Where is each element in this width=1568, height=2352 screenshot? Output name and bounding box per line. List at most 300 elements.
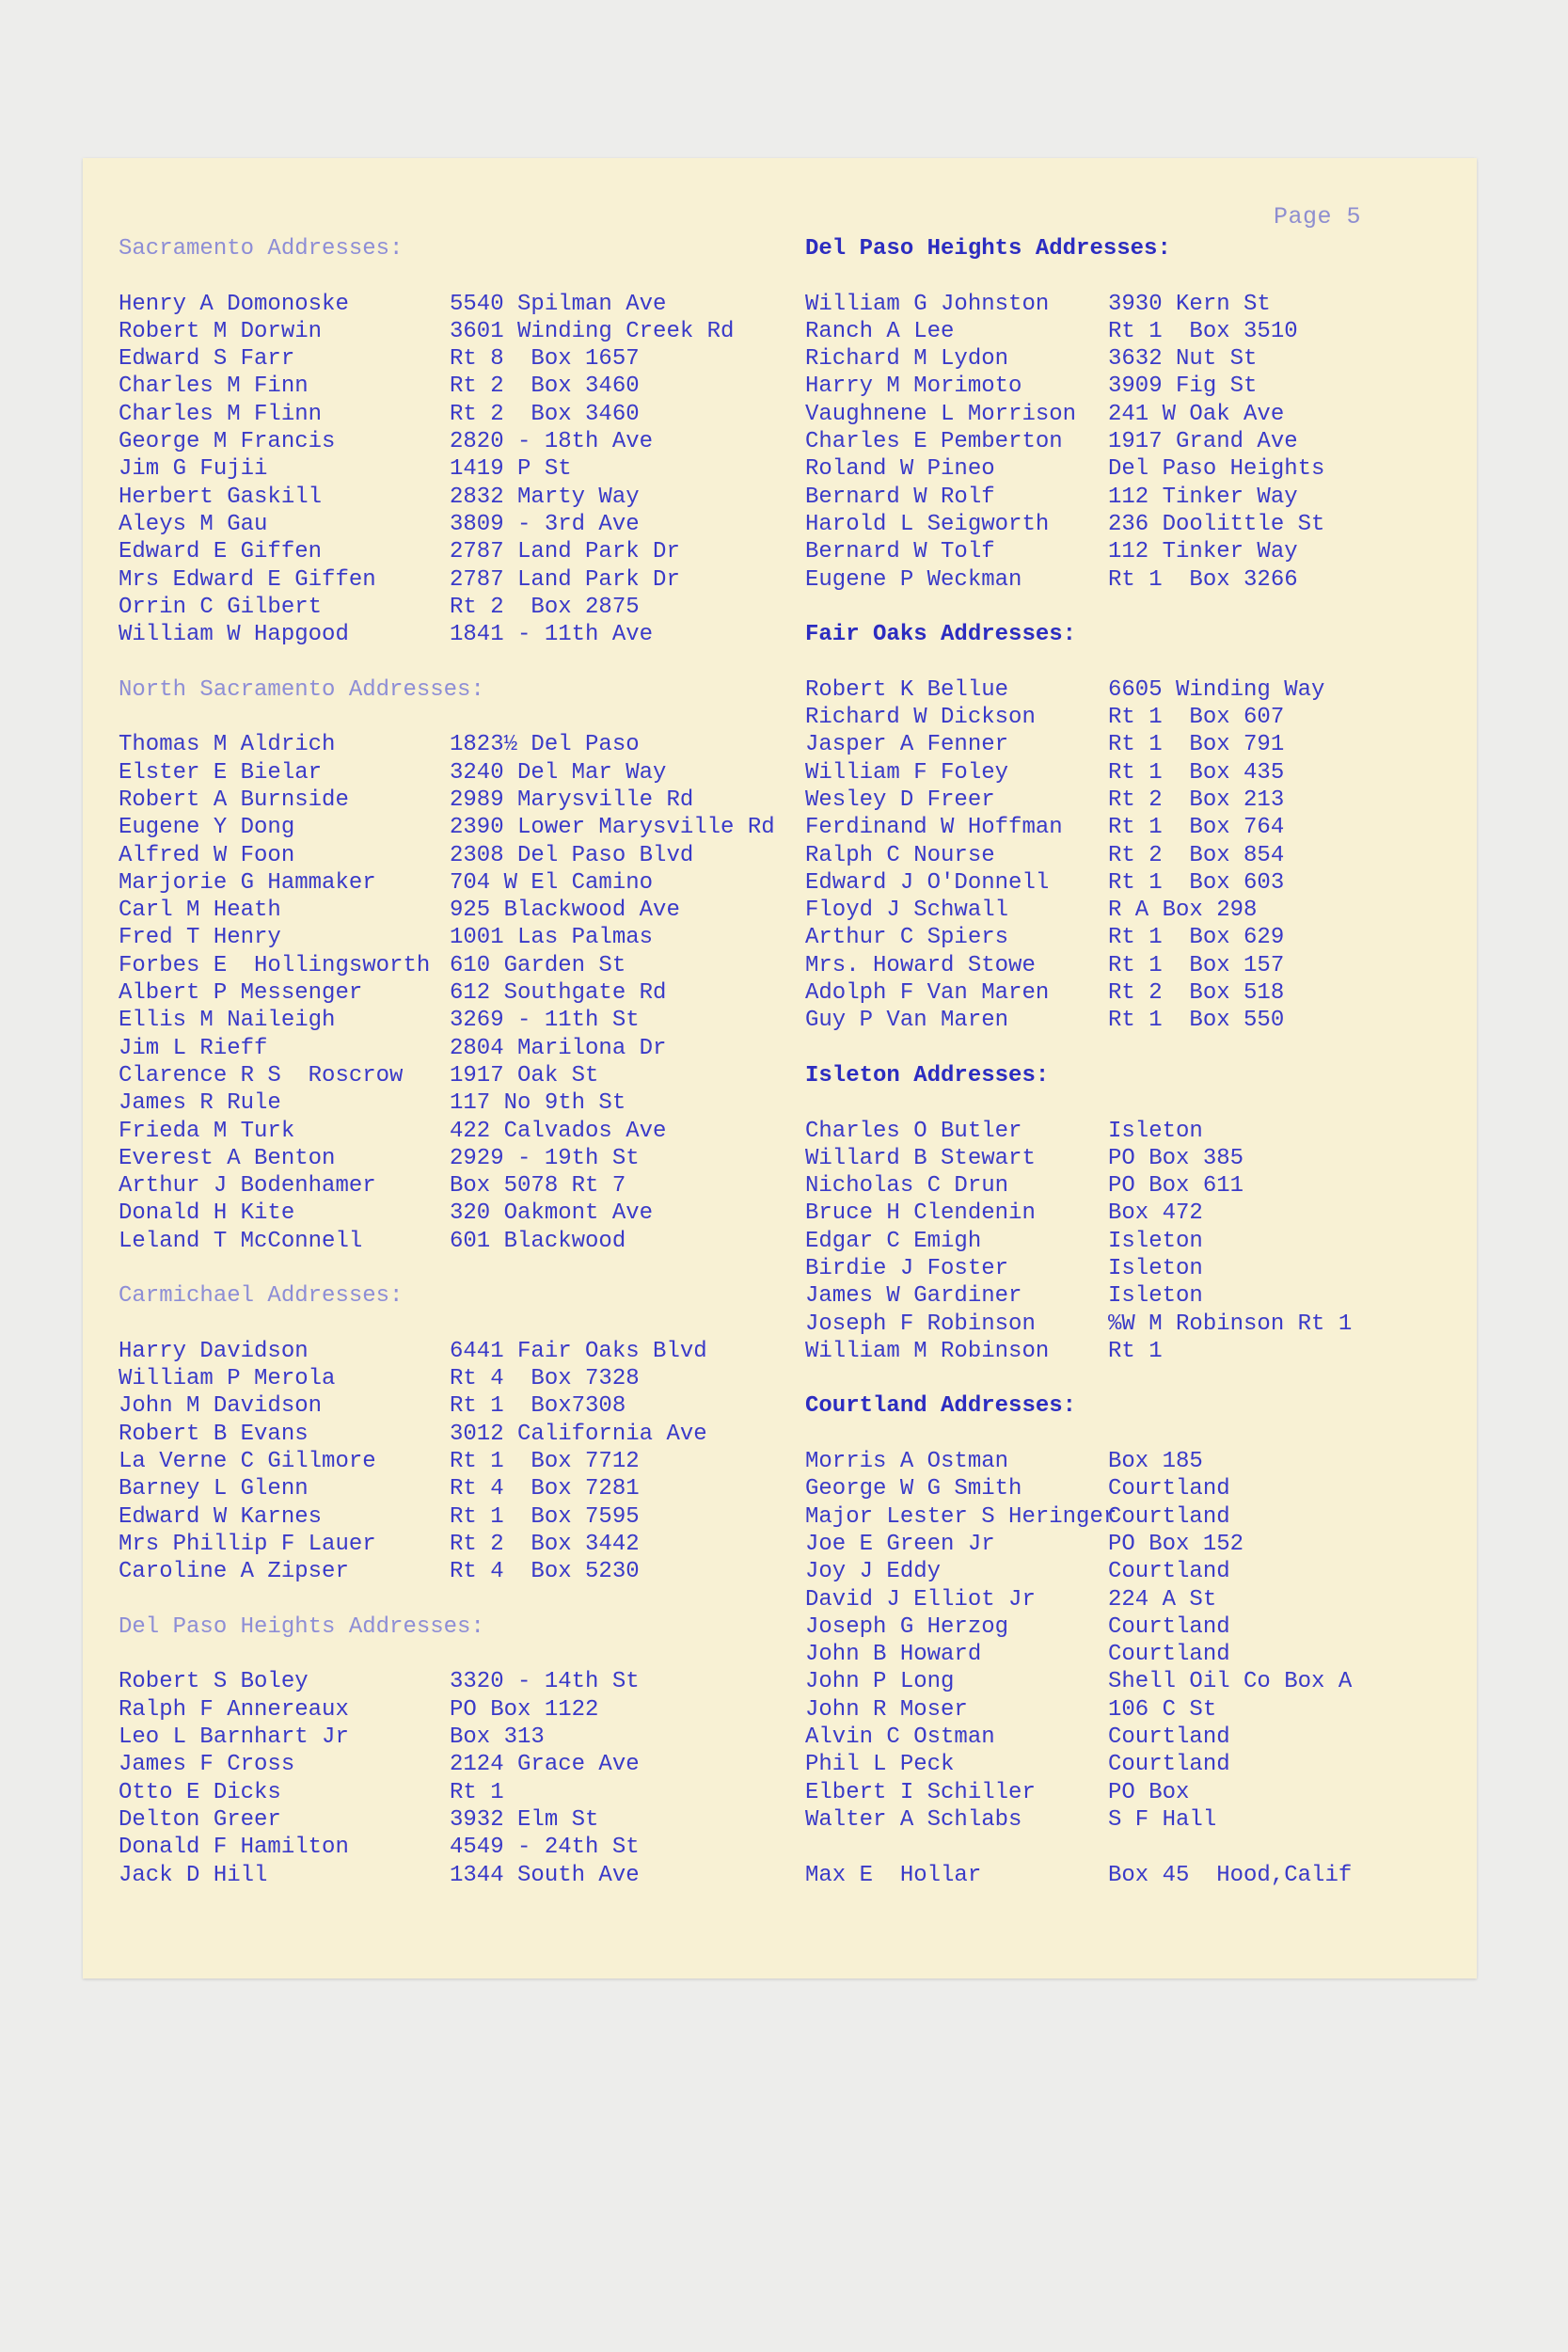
- entry-name: Charles M Flinn: [119, 401, 323, 427]
- entry-address: PO Box 1122: [450, 1696, 599, 1723]
- entry-name: Eugene Y Dong: [119, 815, 295, 841]
- section-heading: Del Paso Heights Addresses:: [119, 1613, 484, 1640]
- address-entry: [805, 1586, 1492, 1613]
- entry-name: Phil L Peck: [805, 1752, 955, 1778]
- entry-name: Robert B Evans: [119, 1421, 309, 1447]
- address-entry: [805, 1311, 1492, 1338]
- entry-name: Ralph C Nourse: [805, 842, 995, 868]
- entry-address: Courtland: [1108, 1613, 1230, 1640]
- address-entry: [805, 1200, 1492, 1227]
- entry-address: Courtland: [1108, 1559, 1230, 1585]
- address-entry: [119, 1145, 805, 1172]
- address-entry: [805, 1255, 1492, 1282]
- entry-name: William F Foley: [805, 759, 1009, 786]
- address-entry: [805, 1696, 1492, 1724]
- entry-address: Rt 1 Box 7595: [450, 1503, 640, 1530]
- address-entry: [119, 291, 805, 318]
- address-entry: [805, 759, 1492, 787]
- entry-address: 2308 Del Paso Blvd: [450, 842, 694, 868]
- entry-address: Rt 2 Box 3460: [450, 373, 640, 400]
- entry-name: Arthur J Bodenhamer: [119, 1173, 376, 1200]
- address-entry: [805, 1503, 1492, 1531]
- entry-address: 117 No 9th St: [450, 1090, 626, 1117]
- entry-name: Ellis M Naileigh: [119, 1008, 336, 1034]
- entry-name: Vaughnene L Morrison: [805, 401, 1077, 427]
- address-entry: [119, 1834, 805, 1861]
- entry-name: Bernard W Rolf: [805, 484, 995, 510]
- address-entry: [805, 1641, 1492, 1668]
- address-entry: [119, 484, 805, 511]
- entry-address: 3932 Elm St: [450, 1806, 599, 1833]
- entry-address: 3930 Kern St: [1108, 291, 1271, 317]
- address-entry: [805, 373, 1492, 400]
- section-heading: Del Paso Heights Addresses:: [805, 236, 1171, 262]
- entry-name: Robert S Boley: [119, 1669, 309, 1695]
- entry-address: 236 Doolittle St: [1108, 511, 1325, 537]
- entry-name: Edward J O'Donnell: [805, 869, 1050, 896]
- address-entry: [119, 842, 805, 869]
- entry-name: Bruce H Clendenin: [805, 1200, 1036, 1227]
- entry-address: PO Box 611: [1108, 1173, 1244, 1200]
- entry-name: Richard W Dickson: [805, 705, 1036, 731]
- entry-address: Rt 1: [450, 1779, 504, 1805]
- entry-name: Jack D Hill: [119, 1862, 268, 1888]
- address-entry: [805, 731, 1492, 758]
- entry-name: Robert A Burnside: [119, 787, 349, 813]
- address-entry: [119, 345, 805, 373]
- address-section: [119, 676, 805, 1255]
- address-entry: [805, 952, 1492, 979]
- entry-address: 2124 Grace Ave: [450, 1752, 640, 1778]
- entry-address: Rt 1 Box 603: [1108, 869, 1285, 896]
- entry-name: Joy J Eddy: [805, 1559, 942, 1585]
- entry-address: 3632 Nut St: [1108, 346, 1258, 373]
- entry-address: Rt 1 Box 3266: [1108, 566, 1298, 593]
- entry-name: Edward W Karnes: [119, 1503, 323, 1530]
- address-entry: [119, 759, 805, 787]
- entry-name: Thomas M Aldrich: [119, 732, 336, 758]
- address-entry: [119, 787, 805, 814]
- address-entry: [119, 869, 805, 897]
- address-entry: [119, 1724, 805, 1751]
- address-entry: [805, 1834, 1492, 1861]
- entry-name: Robert M Dorwin: [119, 318, 323, 344]
- entry-address: 2787 Land Park Dr: [450, 566, 680, 593]
- address-entry: [119, 318, 805, 345]
- address-entry: [805, 842, 1492, 869]
- entry-name: Henry A Domonoske: [119, 291, 349, 317]
- entry-address: PO Box 152: [1108, 1531, 1244, 1557]
- entry-name: William G Johnston: [805, 291, 1050, 317]
- address-entry: [119, 621, 805, 648]
- entry-name: Alfred W Foon: [119, 842, 295, 868]
- section-heading: Isleton Addresses:: [805, 1062, 1050, 1089]
- address-entry: [805, 979, 1492, 1007]
- entry-address: Box 45 Hood,Calif: [1108, 1862, 1353, 1888]
- address-entry: [805, 1145, 1492, 1172]
- address-entry: [805, 869, 1492, 897]
- address-entry: [805, 1338, 1492, 1365]
- entry-address: Rt 1 Box 435: [1108, 759, 1285, 786]
- entry-address: Box 5078 Rt 7: [450, 1173, 626, 1200]
- entry-address: 2390 Lower Marysville Rd: [450, 815, 775, 841]
- entry-address: Courtland: [1108, 1503, 1230, 1530]
- entry-address: 1823½ Del Paso: [450, 732, 640, 758]
- entry-address: 2804 Marilona Dr: [450, 1035, 667, 1061]
- entry-address: Courtland: [1108, 1642, 1230, 1668]
- address-entry: [805, 455, 1492, 483]
- address-entry: [119, 1228, 805, 1255]
- entry-name: George M Francis: [119, 429, 336, 455]
- entry-address: Rt 1 Box7308: [450, 1393, 626, 1420]
- entry-name: Mrs. Howard Stowe: [805, 952, 1036, 978]
- address-entry: [119, 952, 805, 979]
- entry-address: Rt 1 Box 157: [1108, 952, 1285, 978]
- address-entry: [805, 897, 1492, 924]
- entry-address: %W M Robinson Rt 1: [1108, 1311, 1353, 1337]
- entry-name: Carl M Heath: [119, 898, 281, 924]
- entry-name: Major Lester S Heringer: [805, 1503, 1117, 1530]
- entry-name: David J Elliot Jr: [805, 1586, 1036, 1613]
- entry-name: Leland T McConnell: [119, 1228, 363, 1254]
- entry-address: 1917 Oak St: [450, 1062, 599, 1089]
- entry-address: Courtland: [1108, 1476, 1230, 1502]
- entry-name: Charles O Butler: [805, 1118, 1022, 1144]
- address-entry: [119, 924, 805, 951]
- entry-name: Birdie J Foster: [805, 1255, 1009, 1281]
- entry-name: Joseph G Herzog: [805, 1613, 1009, 1640]
- entry-name: Guy P Van Maren: [805, 1008, 1009, 1034]
- entry-name: Donald F Hamilton: [119, 1835, 349, 1861]
- address-entry: [119, 1118, 805, 1145]
- entry-name: Donald H Kite: [119, 1200, 295, 1227]
- entry-address: Courtland: [1108, 1752, 1230, 1778]
- entry-address: Rt 1 Box 3510: [1108, 318, 1298, 344]
- entry-address: Rt 1 Box 7712: [450, 1449, 640, 1475]
- entry-name: Edward S Farr: [119, 346, 295, 373]
- entry-address: 3909 Fig St: [1108, 373, 1258, 400]
- address-entry: [119, 1062, 805, 1089]
- address-section: [805, 621, 1492, 1034]
- entry-address: Rt 1 Box 791: [1108, 732, 1285, 758]
- entry-address: Rt 4 Box 7281: [450, 1476, 640, 1502]
- entry-address: 241 W Oak Ave: [1108, 401, 1285, 427]
- address-entry: [119, 1751, 805, 1778]
- entry-name: George W G Smith: [805, 1476, 1022, 1502]
- address-entry: [119, 538, 805, 565]
- entry-address: 320 Oakmont Ave: [450, 1200, 654, 1227]
- entry-address: Rt 4 Box 5230: [450, 1559, 640, 1585]
- address-entry: [805, 538, 1492, 565]
- entry-address: 224 A St: [1108, 1586, 1217, 1613]
- address-entry: [805, 318, 1492, 345]
- entry-name: Clarence R S Roscrow: [119, 1062, 404, 1089]
- address-entry: [119, 731, 805, 758]
- address-entry: [805, 1448, 1492, 1475]
- entry-address: Del Paso Heights: [1108, 456, 1325, 483]
- right-column: [805, 235, 1492, 1916]
- address-entry: [805, 1558, 1492, 1585]
- entry-address: 3269 - 11th St: [450, 1008, 640, 1034]
- entry-name: Jim L Rieff: [119, 1035, 268, 1061]
- entry-address: Rt 2 Box 3460: [450, 401, 640, 427]
- entry-name: James W Gardiner: [805, 1283, 1022, 1310]
- entry-name: Ferdinand W Hoffman: [805, 815, 1063, 841]
- address-entry: [805, 814, 1492, 841]
- entry-address: 3240 Del Mar Way: [450, 759, 667, 786]
- address-entry: [805, 676, 1492, 704]
- entry-address: R A Box 298: [1108, 898, 1258, 924]
- entry-name: Morris A Ostman: [805, 1449, 1009, 1475]
- address-entry: [119, 1421, 805, 1448]
- address-entry: [119, 1089, 805, 1117]
- entry-name: Jasper A Fenner: [805, 732, 1009, 758]
- address-entry: [119, 594, 805, 621]
- address-entry: [805, 401, 1492, 428]
- address-entry: [119, 1392, 805, 1420]
- entry-address: Rt 1 Box 607: [1108, 705, 1285, 731]
- entry-address: Rt 2 Box 2875: [450, 594, 640, 620]
- entry-address: Courtland: [1108, 1724, 1230, 1751]
- entry-name: James F Cross: [119, 1752, 295, 1778]
- entry-address: 2820 - 18th Ave: [450, 429, 654, 455]
- entry-address: 3320 - 14th St: [450, 1669, 640, 1695]
- address-entry: [805, 345, 1492, 373]
- entry-name: Harry M Morimoto: [805, 373, 1022, 400]
- entry-address: Rt 2 Box 518: [1108, 980, 1285, 1007]
- entry-name: John P Long: [805, 1669, 955, 1695]
- address-entry: [119, 1862, 805, 1889]
- entry-name: Everest A Benton: [119, 1145, 336, 1171]
- address-entry: [805, 511, 1492, 538]
- section-heading: North Sacramento Addresses:: [119, 676, 484, 703]
- entry-name: Caroline A Zipser: [119, 1559, 349, 1585]
- address-entry: [805, 704, 1492, 731]
- entry-address: 2787 Land Park Dr: [450, 539, 680, 565]
- entry-name: Alvin C Ostman: [805, 1724, 995, 1751]
- address-entry: [119, 401, 805, 428]
- entry-name: Eugene P Weckman: [805, 566, 1022, 593]
- entry-name: Elbert I Schiller: [805, 1779, 1036, 1805]
- entry-address: Rt 1 Box 764: [1108, 815, 1285, 841]
- address-entry: [119, 511, 805, 538]
- address-entry: [805, 1613, 1492, 1641]
- entry-name: Nicholas C Drun: [805, 1173, 1009, 1200]
- entry-name: Mrs Edward E Giffen: [119, 566, 376, 593]
- entry-name: Fred T Henry: [119, 925, 281, 951]
- entry-address: Box 185: [1108, 1449, 1203, 1475]
- entry-name: Charles E Pemberton: [805, 429, 1063, 455]
- entry-address: 1344 South Ave: [450, 1862, 640, 1888]
- entry-name: Bernard W Tolf: [805, 539, 995, 565]
- address-entry: [805, 1724, 1492, 1751]
- address-entry: [119, 1806, 805, 1834]
- entry-address: 112 Tinker Way: [1108, 484, 1298, 510]
- address-entry: [119, 566, 805, 594]
- entry-name: William P Merola: [119, 1366, 336, 1392]
- entry-name: Leo L Barnhart Jr: [119, 1724, 349, 1751]
- address-entry: [805, 1475, 1492, 1502]
- entry-address: 2989 Marysville Rd: [450, 787, 694, 813]
- entry-name: William M Robinson: [805, 1338, 1050, 1364]
- address-section: [805, 1062, 1492, 1365]
- entry-address: Rt 4 Box 7328: [450, 1366, 640, 1392]
- address-entry: [805, 1531, 1492, 1558]
- section-heading: Courtland Addresses:: [805, 1393, 1077, 1420]
- entry-address: 1001 Las Palmas: [450, 925, 654, 951]
- address-entry: [805, 484, 1492, 511]
- entry-address: Shell Oil Co Box A: [1108, 1669, 1353, 1695]
- address-entry: [119, 1200, 805, 1227]
- entry-address: 610 Garden St: [450, 952, 626, 978]
- address-entry: [119, 455, 805, 483]
- address-entry: [805, 1806, 1492, 1834]
- address-section: [805, 1392, 1492, 1888]
- entry-address: Rt 1 Box 629: [1108, 925, 1285, 951]
- address-entry: [119, 428, 805, 455]
- entry-name: Arthur C Spiers: [805, 925, 1009, 951]
- address-entry: [805, 1228, 1492, 1255]
- address-entry: [805, 1172, 1492, 1200]
- entry-name: Charles M Finn: [119, 373, 309, 400]
- entry-name: Harry Davidson: [119, 1338, 309, 1364]
- address-entry: [805, 1118, 1492, 1145]
- address-entry: [119, 1338, 805, 1365]
- page-number: Page 5: [1274, 203, 1362, 230]
- address-section: [119, 235, 805, 648]
- entry-address: 422 Calvados Ave: [450, 1118, 667, 1144]
- entry-address: 925 Blackwood Ave: [450, 898, 680, 924]
- entry-name: John B Howard: [805, 1642, 982, 1668]
- address-section: [805, 235, 1492, 594]
- entry-address: 2832 Marty Way: [450, 484, 640, 510]
- address-entry: [805, 1862, 1492, 1889]
- address-entry: [805, 1779, 1492, 1806]
- entry-name: Ralph F Annereaux: [119, 1696, 349, 1723]
- entry-address: 3012 California Ave: [450, 1421, 707, 1447]
- entry-name: Willard B Stewart: [805, 1145, 1036, 1171]
- entry-address: Rt 1: [1108, 1338, 1163, 1364]
- address-entry: [805, 1282, 1492, 1310]
- address-section: [119, 1282, 805, 1585]
- entry-address: 3601 Winding Creek Rd: [450, 318, 735, 344]
- entry-address: 5540 Spilman Ave: [450, 291, 667, 317]
- entry-name: John R Moser: [805, 1696, 968, 1723]
- address-entry: [119, 1668, 805, 1695]
- entry-name: Mrs Phillip F Lauer: [119, 1531, 376, 1557]
- address-entry: [119, 979, 805, 1007]
- entry-address: PO Box: [1108, 1779, 1190, 1805]
- address-entry: [119, 1035, 805, 1062]
- entry-address: PO Box 385: [1108, 1145, 1244, 1171]
- entry-address: Rt 2 Box 854: [1108, 842, 1285, 868]
- address-entry: [805, 428, 1492, 455]
- address-entry: [119, 814, 805, 841]
- entry-address: Isleton: [1108, 1283, 1203, 1310]
- entry-name: Frieda M Turk: [119, 1118, 295, 1144]
- entry-address: 4549 - 24th St: [450, 1835, 640, 1861]
- entry-name: Edgar C Emigh: [805, 1228, 982, 1254]
- entry-address: 106 C St: [1108, 1696, 1217, 1723]
- address-entry: [805, 566, 1492, 594]
- section-heading: Fair Oaks Addresses:: [805, 622, 1077, 648]
- section-heading: Carmichael Addresses:: [119, 1283, 404, 1310]
- address-entry: [119, 1558, 805, 1585]
- address-entry: [805, 291, 1492, 318]
- entry-address: Isleton: [1108, 1118, 1203, 1144]
- entry-name: Adolph F Van Maren: [805, 980, 1050, 1007]
- entry-name: Aleys M Gau: [119, 511, 268, 537]
- entry-address: Rt 2 Box 213: [1108, 787, 1285, 813]
- entry-name: Harold L Seigworth: [805, 511, 1050, 537]
- entry-name: John M Davidson: [119, 1393, 323, 1420]
- entry-name: Forbes E Hollingsworth: [119, 952, 431, 978]
- address-entry: [119, 373, 805, 400]
- entry-address: 2929 - 19th St: [450, 1145, 640, 1171]
- address-entry: [119, 1007, 805, 1034]
- entry-address: 601 Blackwood: [450, 1228, 626, 1254]
- entry-name: Ranch A Lee: [805, 318, 955, 344]
- address-entry: [119, 1696, 805, 1724]
- address-entry: [119, 1531, 805, 1558]
- entry-address: 3809 - 3rd Ave: [450, 511, 640, 537]
- entry-name: Wesley D Freer: [805, 787, 995, 813]
- left-column: [119, 235, 805, 1916]
- entry-name: Elster E Bielar: [119, 759, 323, 786]
- entry-name: Walter A Schlabs: [805, 1806, 1022, 1833]
- entry-name: Max E Hollar: [805, 1862, 982, 1888]
- address-entry: [119, 1503, 805, 1531]
- entry-address: Box 313: [450, 1724, 545, 1751]
- entry-address: Box 472: [1108, 1200, 1203, 1227]
- entry-address: Isleton: [1108, 1255, 1203, 1281]
- entry-address: 1419 P St: [450, 456, 572, 483]
- address-section: [119, 1613, 805, 1889]
- entry-name: Richard M Lydon: [805, 346, 1009, 373]
- address-entry: [805, 924, 1492, 951]
- address-entry: [805, 1668, 1492, 1695]
- entry-address: 1917 Grand Ave: [1108, 429, 1298, 455]
- entry-name: Marjorie G Hammaker: [119, 869, 376, 896]
- entry-name: Roland W Pineo: [805, 456, 995, 483]
- entry-address: S F Hall: [1108, 1806, 1217, 1833]
- address-entry: [805, 1751, 1492, 1778]
- entry-address: Rt 2 Box 3442: [450, 1531, 640, 1557]
- entry-name: Robert K Bellue: [805, 676, 1009, 703]
- entry-name: Floyd J Schwall: [805, 898, 1009, 924]
- entry-name: William W Hapgood: [119, 622, 349, 648]
- entry-name: Joseph F Robinson: [805, 1311, 1036, 1337]
- entry-address: 1841 - 11th Ave: [450, 622, 654, 648]
- entry-name: Jim G Fujii: [119, 456, 268, 483]
- entry-address: 112 Tinker Way: [1108, 539, 1298, 565]
- entry-address: 612 Southgate Rd: [450, 980, 667, 1007]
- address-entry: [119, 1172, 805, 1200]
- entry-address: 704 W El Camino: [450, 869, 654, 896]
- entry-name: Otto E Dicks: [119, 1779, 281, 1805]
- entry-name: Edward E Giffen: [119, 539, 323, 565]
- entry-name: Albert P Messenger: [119, 980, 363, 1007]
- entry-address: Rt 1 Box 550: [1108, 1008, 1285, 1034]
- entry-name: Barney L Glenn: [119, 1476, 309, 1502]
- entry-address: 6441 Fair Oaks Blvd: [450, 1338, 707, 1364]
- entry-name: James R Rule: [119, 1090, 281, 1117]
- address-entry: [119, 897, 805, 924]
- entry-address: 6605 Winding Way: [1108, 676, 1325, 703]
- section-heading: Sacramento Addresses:: [119, 236, 404, 262]
- address-entry: [119, 1365, 805, 1392]
- entry-address: Rt 8 Box 1657: [450, 346, 640, 373]
